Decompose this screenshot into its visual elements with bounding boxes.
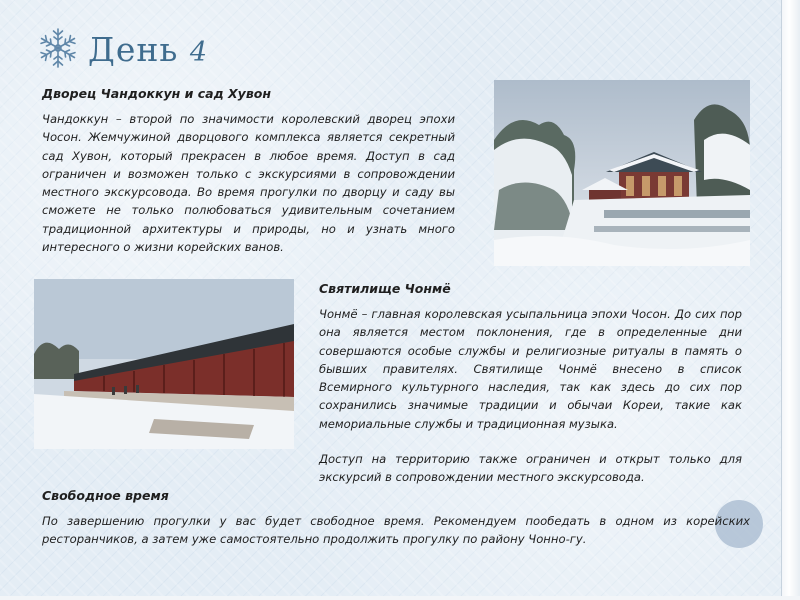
title-word: День	[88, 30, 179, 69]
title-number: 4	[189, 37, 209, 68]
slide-bottom-edge	[0, 596, 800, 600]
snowflake-icon	[36, 26, 80, 70]
page-title	[88, 30, 208, 73]
section-text-palace: Чандоккун – второй по значимости королевский дворец эпохи Чосон. Жемчужиной дворцового комплекса является секретный сад Хувон, который прекрасен в любое время. Доступ в сад ограничен и возможен только с экскурсиями в сопровождении местного экскурсовода. Во время прогулки по дворцу и саду вы сможете не только полюбоваться удивительным сочетанием традиционной архитектуры и природы, но и узнать много интересного о жизни корейских ванов.	[42, 112, 455, 255]
section-heading-free-time: Свободное время	[42, 488, 169, 503]
section-text-shrine: Чонмё – главная королевская усыпальница эпохи Чосон. До сих пор она является местом поклонения, где в определенные дни совершаются особые службы и религиозные ритуалы в память о бывших правителях. Святилище Чонмё внесено в список Всемирного культурного наследия, так как здесь до сих пор сохранились значимые традиции и обычаи Кореи, такие как мемориальные службы и традиционная музыка.	[319, 307, 742, 431]
shrine-photo	[34, 279, 294, 449]
slide-edge	[781, 0, 800, 600]
section-heading-shrine: Святилище Чонмё	[319, 281, 451, 296]
section-text-shrine-access: Доступ на территорию также ограничен и открыт только для экскурсий в сопровождении местного экскурсовода.	[319, 452, 742, 485]
section-heading-palace: Дворец Чандоккун и сад Хувон	[42, 86, 271, 101]
palace-snow-photo	[494, 80, 750, 266]
section-text-free-time: По завершению прогулки у вас будет свободное время. Рекомендуем пообедать в одном из корейских ресторанчиков, а затем уже самостоятельно продолжить прогулку по району Чонно-гу.	[42, 514, 750, 547]
